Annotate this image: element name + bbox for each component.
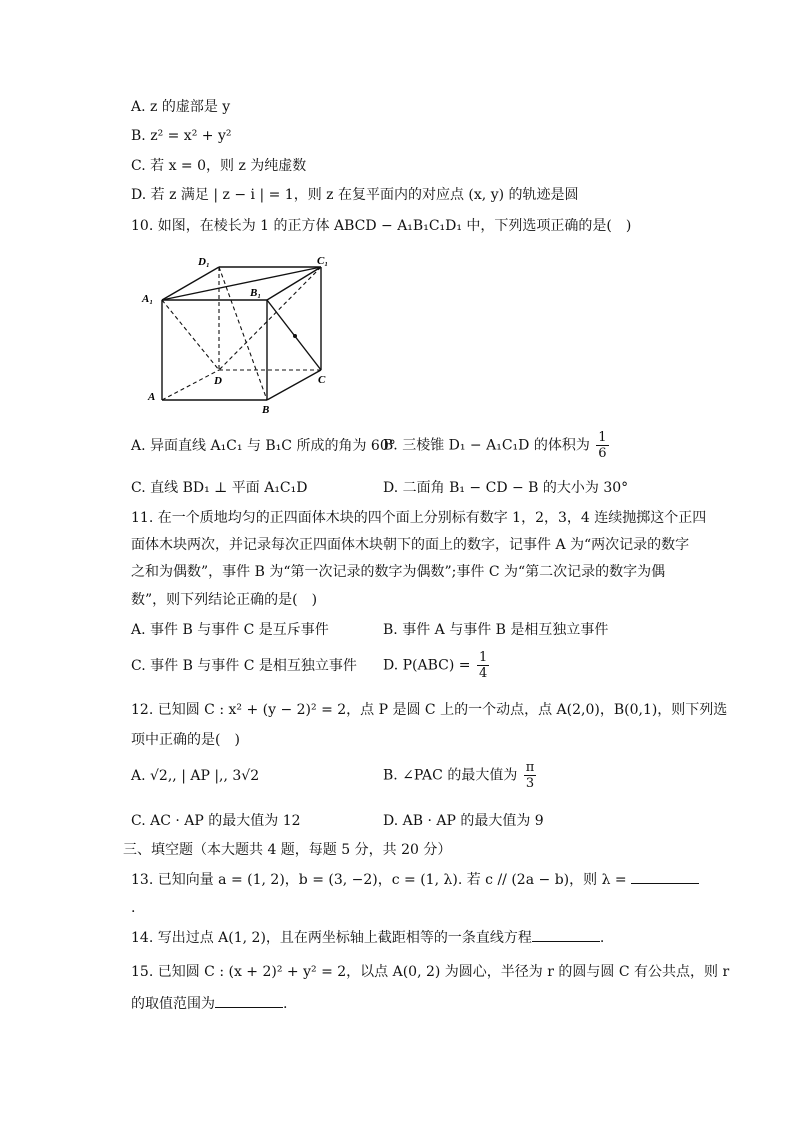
q15-end: . [283,996,288,1012]
q9-option-c: C. 若 x = 0，则 z 为纯虚数 [131,158,307,174]
answer-blank[interactable] [532,927,600,942]
fraction-numerator: 1 [478,650,488,665]
q11-line-1: 11. 在一个质地均匀的正四面体木块的四个面上分别标有数字 1，2，3，4 连续抛掷这个正四 [131,510,707,526]
q12-option-a: A. √2,, | AP |,, 3√2 [131,768,260,784]
q11-option-a: A. 事件 B 与事件 C 是互斥事件 [131,622,329,638]
answer-blank[interactable] [215,993,283,1008]
q11-line-4: 数”，则下列结论正确的是( ) [131,592,318,608]
q13 [131,869,699,890]
q15-line-2: 的取值范围为 [131,996,215,1012]
cube-figure [140,252,340,416]
q15-line-1: 15. 已知圆 C : (x + 2)² + y² = 2，以点 A(0, 2) 为圆心，半径为 r 的圆与圆 C 有公共点，则 r [131,964,730,980]
q11-option-d-fraction [477,650,489,681]
section-heading: 三、填空题（本大题共 4 题，每题 5 分，共 20 分） [123,842,452,858]
q12-line-1: 12. 已知圆 C : x² + (y − 2)² = 2，点 P 是圆 C 上的一个动点，点 A(2,0)，B(0,1)，则下列选 [131,702,728,718]
fraction-denominator: 3 [525,776,535,791]
q14 [131,927,604,948]
q10-option-b-text: B. 三棱锥 D₁ − A₁C₁D 的体积为 [383,437,590,454]
q13-dot: . [131,900,136,916]
q11-option-c: C. 事件 B 与事件 C 是相互独立事件 [131,658,357,674]
q14-text: 14. 写出过点 A(1, 2)，且在两坐标轴上截距相等的一条直线方程 [131,930,532,946]
q10-option-b-fraction [596,430,608,461]
q11-line-3: 之和为偶数”，事件 B 为“第一次记录的数字为偶数”;事件 C 为“第二次记录的数字为偶 [131,564,666,580]
q13-text: 13. 已知向量 a = (1, 2)，b = (3, −2)，c = (1, λ). 若 c // (2a − b)，则 λ = [131,872,627,888]
label-b: B [262,404,270,416]
label-a: A [148,391,156,403]
label-a1: A₁ [142,293,154,305]
fraction-numerator: π [525,760,535,775]
q10-option-b [383,430,609,461]
q15-line-2-wrap [131,993,287,1014]
q12-option-c: C. AC · AP 的最大值为 12 [131,813,301,829]
fraction-numerator: 1 [598,430,607,445]
label-c1: C₁ [317,255,329,267]
q14-end: . [599,930,605,946]
q12-line-2: 项中正确的是( ) [131,732,240,748]
q10-stem: 10. 如图，在棱长为 1 的正方体 ABCD − A₁B₁C₁D₁ 中，下列选项正确的是( ) [131,218,632,234]
q12-option-b [383,760,536,791]
label-d: D [214,375,222,387]
q10-option-c: C. 直线 BD₁ ⊥ 平面 A₁C₁D [131,480,308,496]
q10-option-a: A. 异面直线 A₁C₁ 与 B₁C 所成的角为 60° [131,438,396,454]
label-d1: D₁ [198,256,210,268]
q11-option-d-text: D. P(ABC) = [383,657,471,674]
q11-option-b: B. 事件 A 与事件 B 是相互独立事件 [383,622,609,638]
q10-option-d: D. 二面角 B₁ − CD − B 的大小为 30° [383,480,629,496]
label-b1: B₁ [250,287,262,299]
label-c: C [318,374,326,386]
q11-option-d [383,650,489,681]
q9-option-b: B. z² = x² + y² [131,128,232,144]
fraction-denominator: 4 [478,666,488,681]
q11-line-2: 面体木块两次，并记录每次正四面体木块朝下的面上的数字，记事件 A 为“两次记录的数字 [131,537,690,553]
q12-option-d: D. AB · AP 的最大值为 9 [383,813,544,829]
q9-option-a: A. z 的虚部是 y [131,99,231,115]
q12-option-b-fraction [524,760,537,791]
fraction-denominator: 6 [598,446,607,461]
answer-blank[interactable] [631,869,699,884]
q12-option-b-text: B. ∠PAC 的最大值为 [383,767,518,784]
q9-option-d: D. 若 z 满足 | z − i | = 1，则 z 在复平面内的对应点 (x, y) 的轨迹是圆 [131,187,579,203]
